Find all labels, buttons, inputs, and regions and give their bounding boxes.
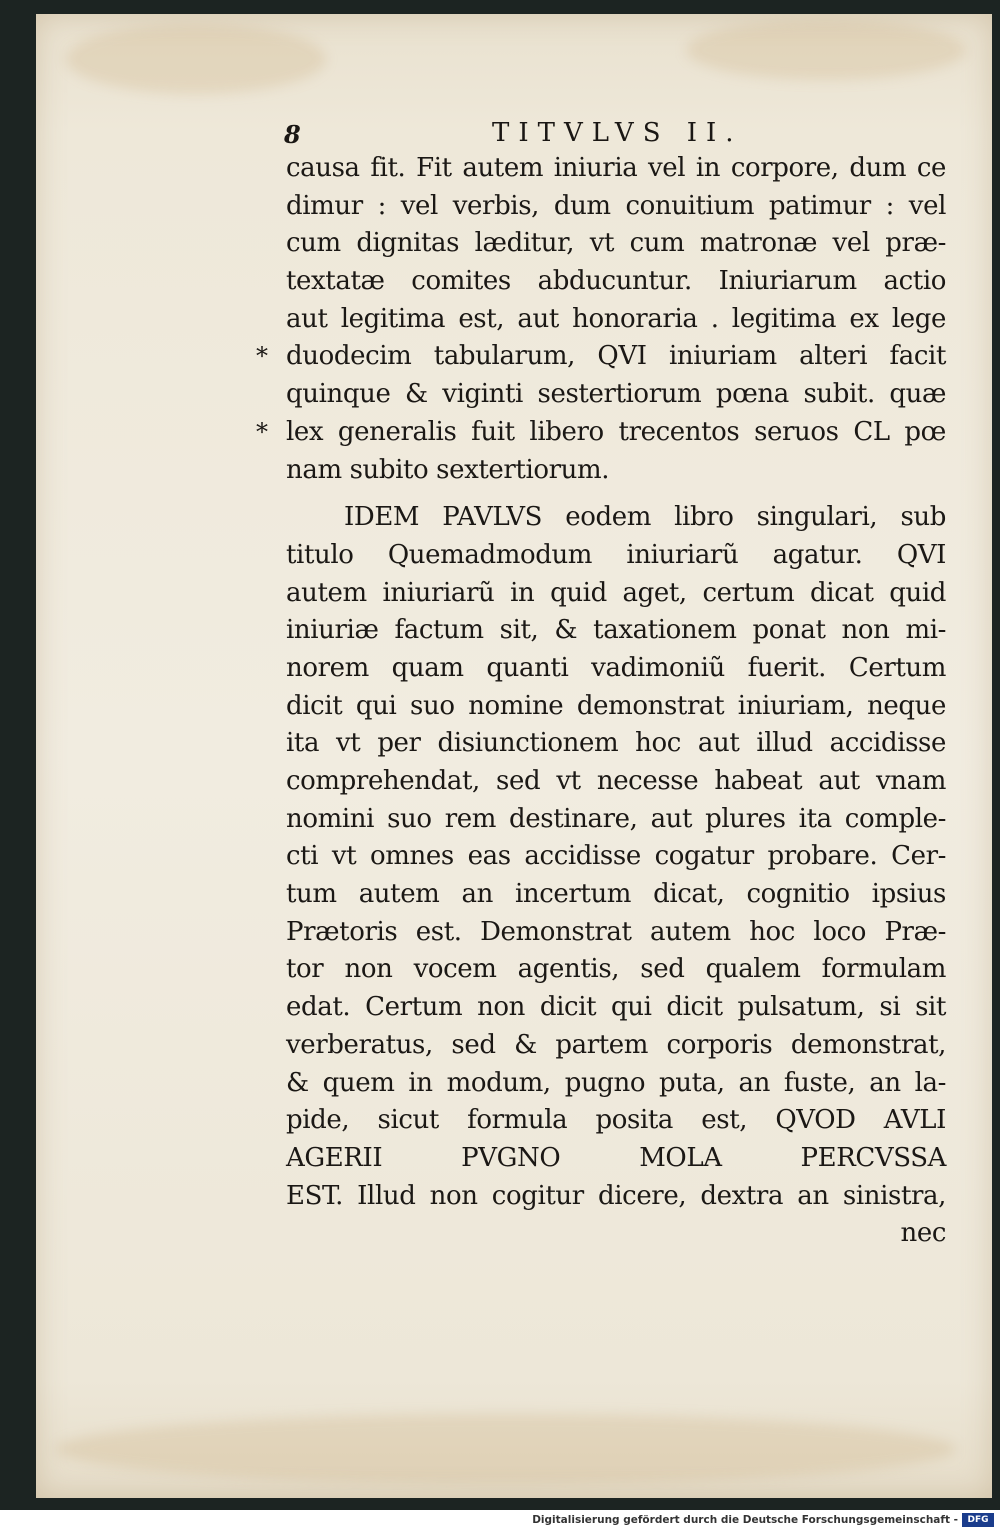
text-line: quinque & viginti sestertiorum pœna subit. quæ [286,379,946,410]
paper-stain [56,1414,956,1484]
text-line: & quem in modum, pugno puta, an fuste, an la- [286,1067,946,1098]
text-line: dicit qui suo nomine demonstrat iniuriam, neque [286,690,946,721]
text-line: verberatus, sed & partem corporis demonstrat, [286,1029,946,1060]
text-line: Prætoris est. Demonstrat autem hoc loco Præ- [286,916,946,947]
paragraph-gap [286,489,946,499]
text-line: nomini suo rem destinare, aut plures ita comple- [286,803,946,834]
text-line: tor non vocem agentis, sed qualem formulam [286,954,946,985]
book-page [36,14,992,1498]
text-line: textatæ comites abducuntur. Iniuriarum actio [286,266,946,297]
text-line: pide, sicut formula posita est, QVOD AVLI [286,1105,946,1136]
page-number: 8 [284,120,301,149]
text-line: cti vt omnes eas accidisse cogatur probare. Cer- [286,841,946,872]
paper-stain [66,24,326,94]
text-line: lex generalis fuit libero trecentos seruos CL pœ [286,416,946,447]
text-line: ita vt per disiunctionem hoc aut illud accidisse [286,728,946,759]
paper-stain [686,20,966,80]
text-line: nam subito sextertiorum. [286,454,610,485]
text-line: causa fit. Fit autem iniuria vel in corpore, dum ce [286,153,946,183]
digitization-footer [0,1510,1000,1532]
text-line: edat. Certum non dicit qui dicit pulsatum, si sit [286,992,946,1023]
text-line: duodecim tabularum, QVI iniuriam alteri facit [286,341,946,372]
text-line: tum autem an incertum dicat, cognitio ipsius [286,879,946,910]
text-line-marked [256,338,946,376]
body-text [256,150,946,1253]
text-line: iniuriæ factum sit, & taxationem ponat non mi- [286,615,946,646]
catchword: nec [900,1218,946,1249]
text-line: comprehendat, sed vt necesse habeat aut vnam [286,766,946,796]
marginal-asterisk: * [256,417,268,446]
text-line: autem iniuriarũ in quid aget, certum dicat quid [286,577,946,608]
text-line: aut legitima est, aut honoraria . legitima ex lege [286,303,946,334]
text-line: EST. Illud non cogitur dicere, dextra an sinistra, [286,1180,946,1211]
text-line: titulo Quemadmodum iniuriarũ agatur. QVI [286,539,946,570]
dfg-logo: DFG [962,1513,994,1527]
text-line: AGERII PVGNO MOLA PERCVSSA [286,1142,946,1173]
text-line: dimur : vel verbis, dum conuitium patimur : vel [286,190,946,221]
text-line-marked [256,414,946,452]
funding-credit: Digitalisierung gefördert durch die Deutsche Forschungsgemeinschaft - [532,1514,958,1526]
running-title: TITVLVS II. [492,118,743,148]
text-line: cum dignitas læditur, vt cum matronæ vel præ- [286,228,946,259]
page-header [36,114,992,154]
text-line: norem quam quanti vadimoniũ fuerit. Certum [286,652,946,683]
paragraph-opening-line: IDEM PAVLVS eodem libro singulari, sub [344,502,946,533]
marginal-asterisk: * [256,342,268,371]
